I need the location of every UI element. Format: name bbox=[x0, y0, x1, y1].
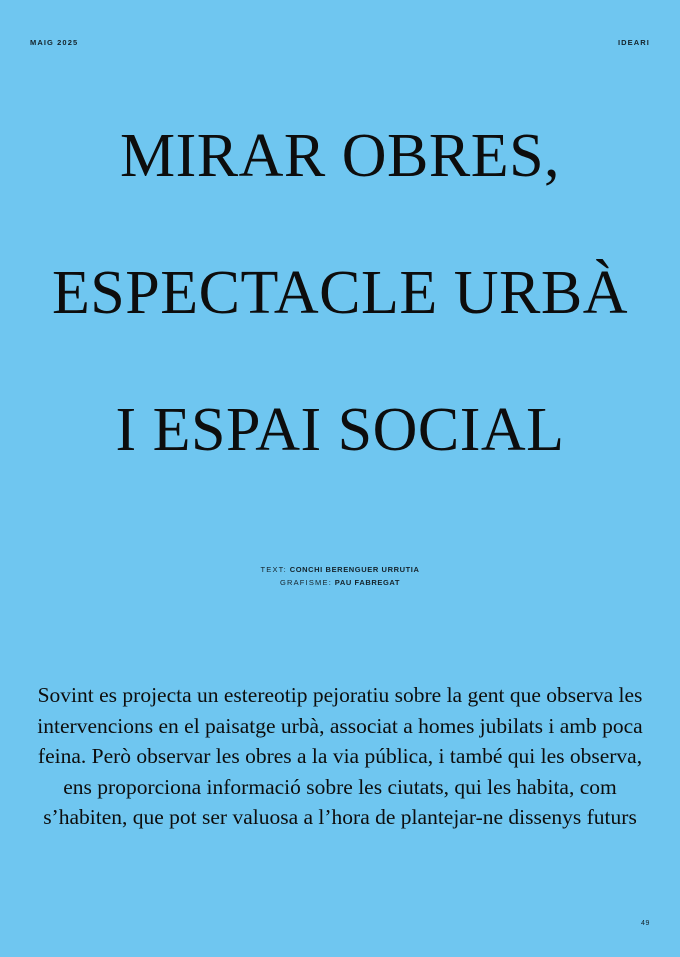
credit-text bbox=[0, 563, 680, 576]
credit-text-label: TEXT: bbox=[260, 565, 287, 574]
page-number: 49 bbox=[641, 920, 650, 927]
page-title bbox=[0, 88, 680, 499]
standfirst-paragraph: Sovint es projecta un estereotip pejoratiu sobre la gent que observa les intervencions en el paisatge urbà, associat a homes jubilats i amb poca feina. Però observar les obres a la via pública, i també qui les observa, ens proporciona informació sobre les ciutats, qui les habita, com s’habiten, que pot ser valuosa a l’hora de plantejar-ne dissenys futurs bbox=[37, 683, 643, 829]
credit-design-value: PAU FABREGAT bbox=[334, 578, 401, 587]
credit-text-value: CONCHI BERENGUER URRUTIA bbox=[289, 565, 420, 574]
credit-design bbox=[0, 576, 680, 589]
headline-line-1: MIRAR OBRES, bbox=[119, 122, 561, 190]
credit-design-label: GRAFISME: bbox=[279, 578, 332, 587]
headline-line-3: I ESPAI SOCIAL bbox=[115, 396, 565, 464]
headline-line-2: ESPECTACLE URBÀ bbox=[51, 259, 629, 327]
running-head bbox=[0, 36, 680, 48]
credits-block bbox=[0, 563, 680, 589]
running-head-date: MAIG 2025 bbox=[30, 37, 79, 47]
running-head-section: IDEARI bbox=[617, 37, 650, 47]
